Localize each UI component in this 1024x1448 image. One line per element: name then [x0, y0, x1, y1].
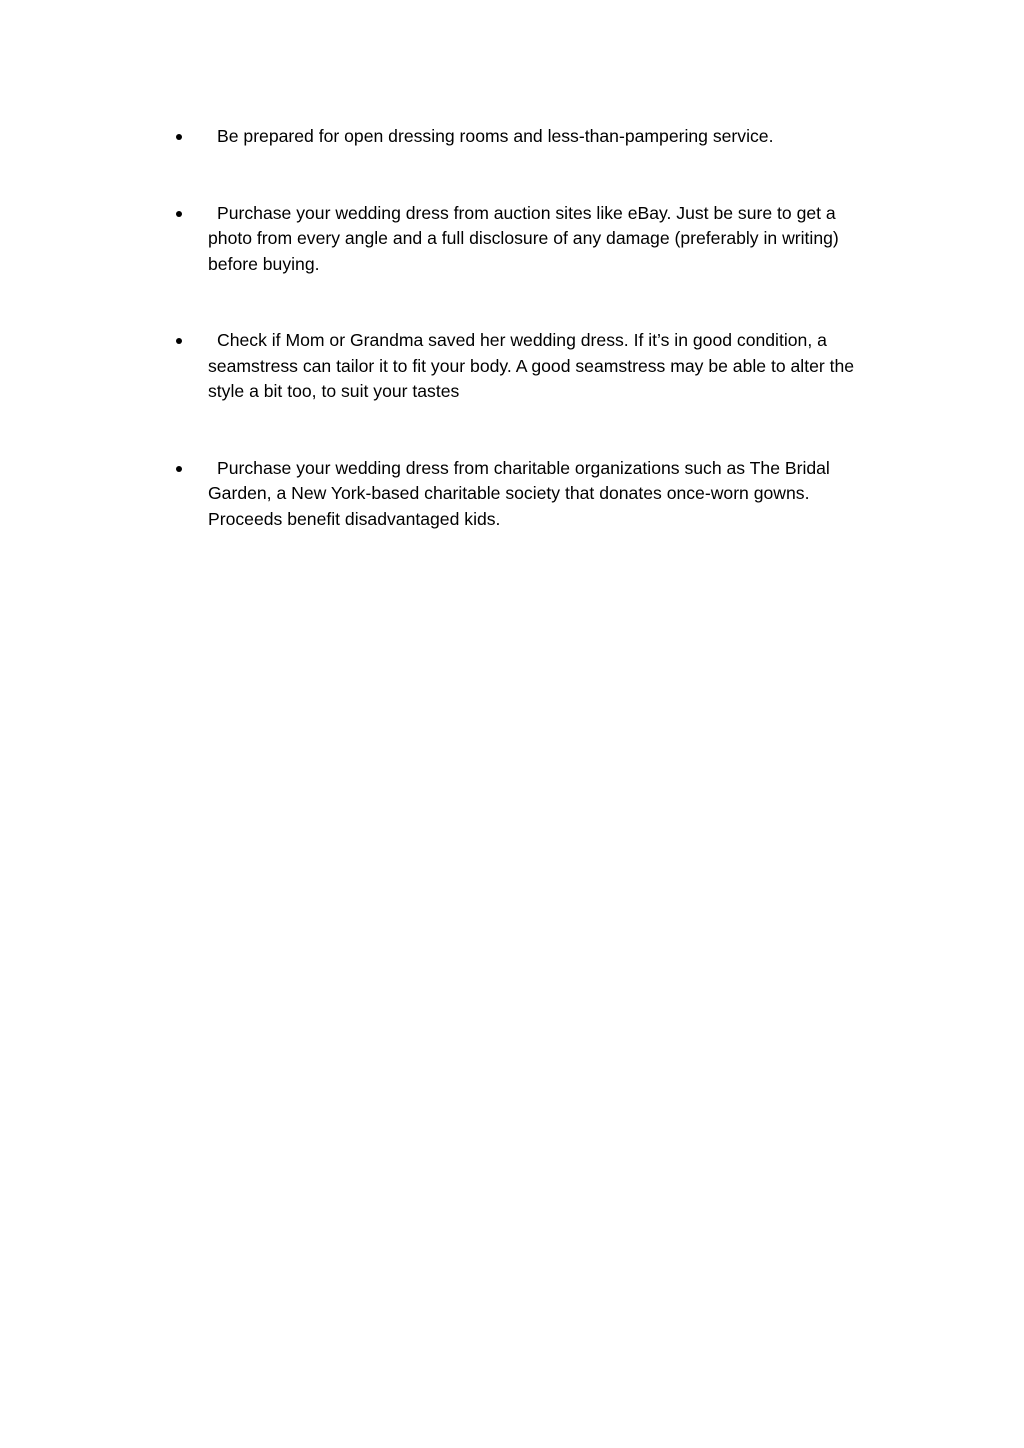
bullet-icon	[176, 134, 182, 140]
list-item	[170, 328, 880, 405]
list-item	[170, 456, 880, 533]
list-item-text: Be prepared for open dressing rooms and less-than-pampering service.	[217, 126, 774, 146]
list-item-text: Check if Mom or Grandma saved her wedding dress. If it’s in good condition, a seamstress can tailor it to fit your body. A good seamstress may be able to alter the style a bit too, to suit your tastes	[208, 330, 855, 401]
list-item-text: Purchase your wedding dress from auction sites like eBay. Just be sure to get a photo from every angle and a full disclosure of any damage (preferably in writing) before buying.	[208, 202, 839, 274]
list-item-text: Purchase your wedding dress from charitable organizations such as The Bridal Garden, a New York-based charitable society that donates once-worn gowns. Proceeds benefit disadvantaged kids.	[208, 457, 830, 529]
list-item	[170, 201, 880, 278]
bullet-icon	[176, 466, 182, 472]
bullet-icon	[176, 338, 182, 344]
list-item	[170, 124, 880, 150]
bullet-icon	[176, 211, 182, 217]
bullet-list	[170, 124, 880, 583]
